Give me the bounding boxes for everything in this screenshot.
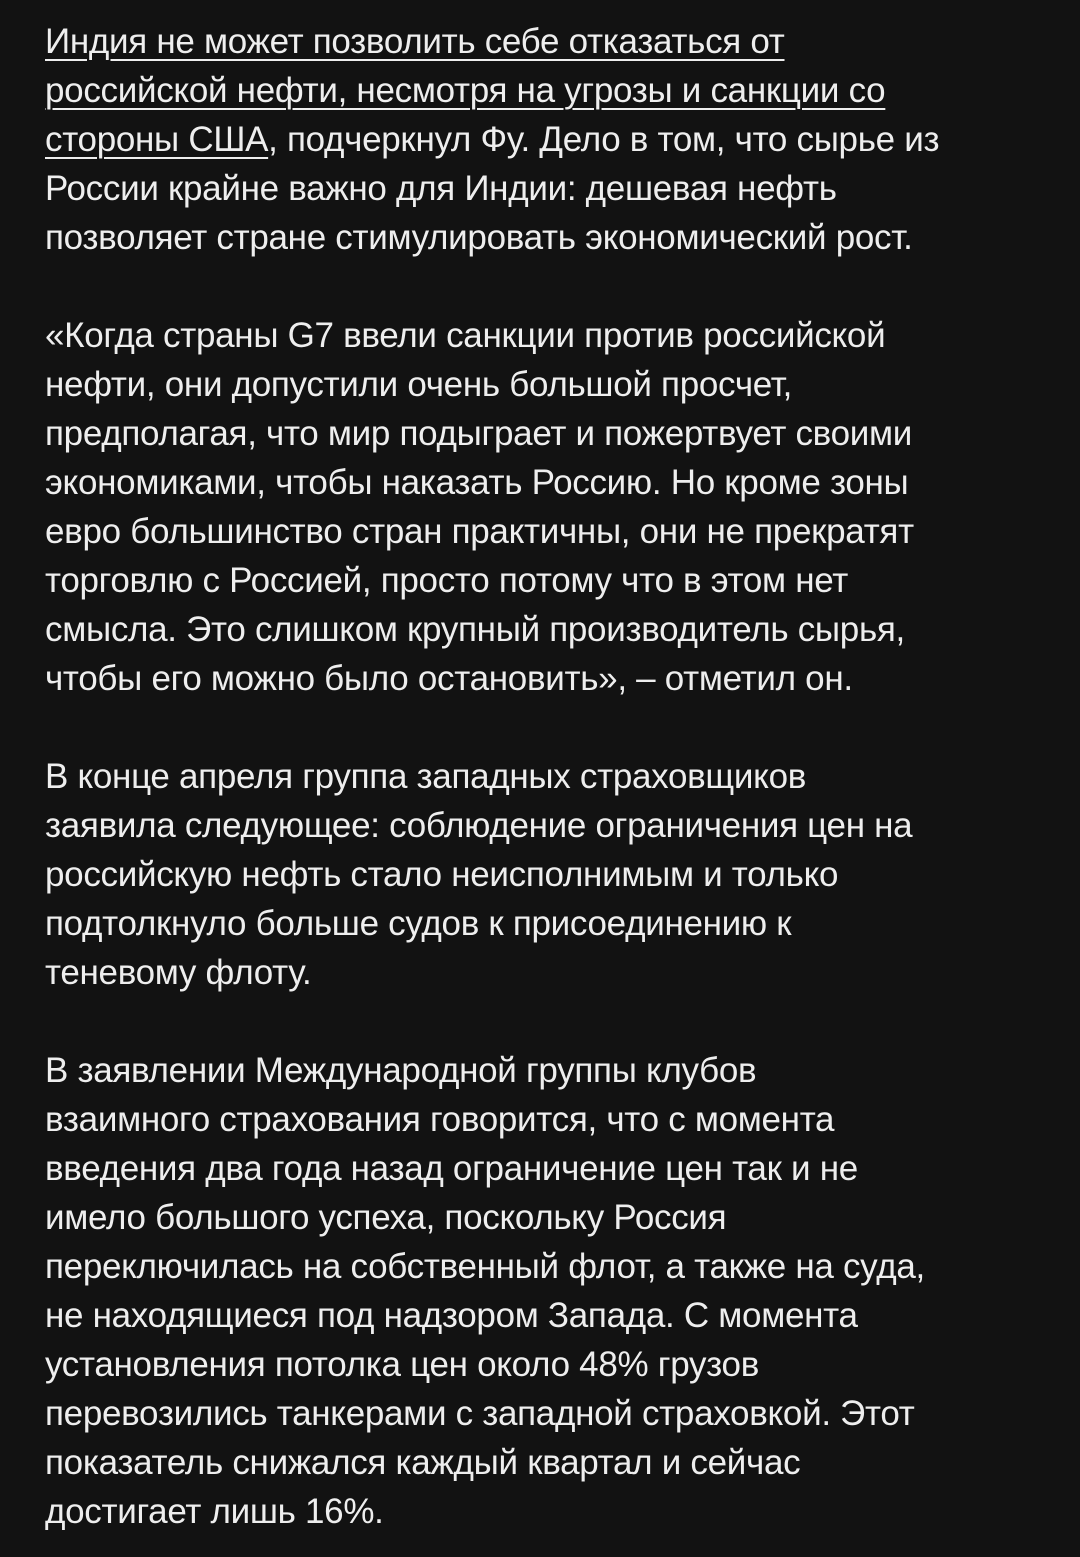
- paragraph-3: В конце апреля группа западных страховщиков заявила следующее: соблюдение ограничения цен на российскую нефть стало неисполнимым и только подтолкнуло больше судов к присоединению к теневому флоту.: [45, 757, 913, 992]
- paragraph-1: [45, 17, 1050, 262]
- paragraph-4: В заявлении Международной группы клубов взаимного страхования говорится, что с момента введения два года назад ограничение цен так и не имело большого успеха, поскольку Россия переключилась на собственный флот, а также на суда, не находящиеся под надзором Запада. С момента установления потолка цен около 48% грузов перевозились танкерами с западной страховкой. Этот показатель снижался каждый квартал и сейчас достигает лишь 16%.: [45, 1051, 925, 1531]
- paragraph-2-quote: «Когда страны G7 ввели санкции против российской нефти, они допустили очень большой просчет, предполагая, что мир подыграет и пожертвует своими экономиками, чтобы наказать Россию. Но кроме зоны евро большинство стран практичны, они не прекратят торговлю с Россией, просто потому что в этом нет смысла. Это слишком крупный производитель сырья, чтобы его можно было остановить», – отметил он.: [45, 316, 914, 698]
- article-link-india-oil[interactable]: Индия не может позволить себе отказаться от российской нефти, несмотря на угрозы и санкции со стороны США: [45, 22, 886, 159]
- paragraph-1-text: , подчеркнул Фу. Дело в том, что сырье из России крайне важно для Индии: дешевая нефть позволяет стране стимулировать экономический рост.: [45, 120, 940, 257]
